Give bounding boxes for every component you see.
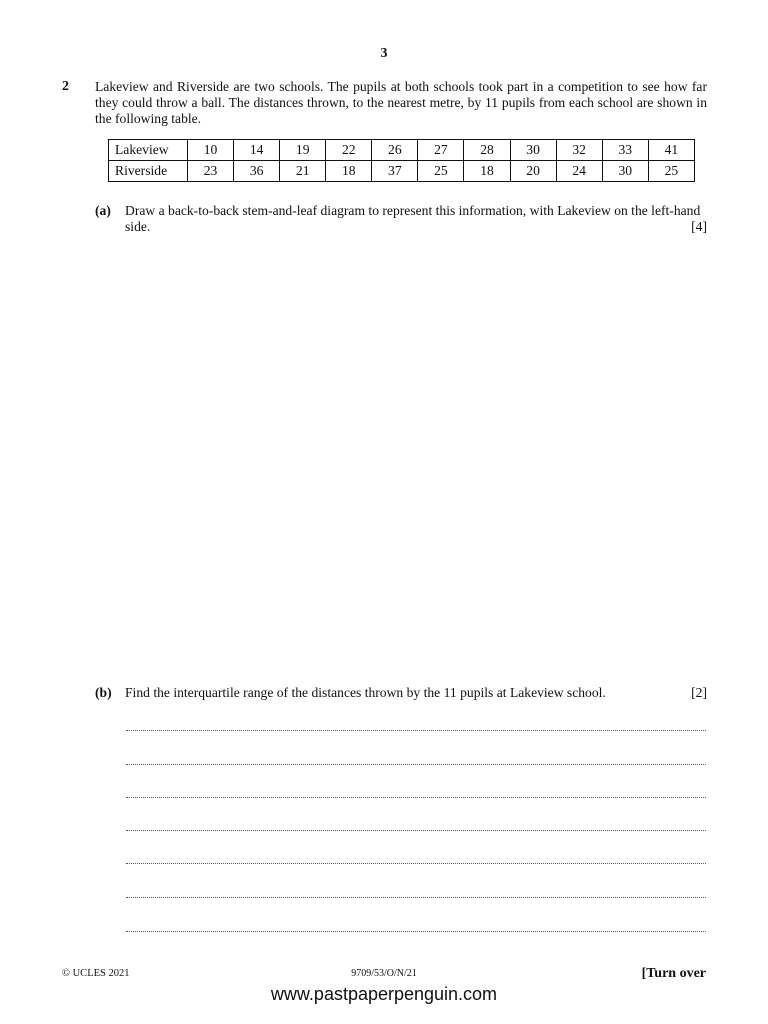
answer-line[interactable]: [126, 797, 706, 798]
answer-line[interactable]: [126, 931, 706, 932]
table-cell: 28: [464, 140, 510, 161]
table-cell: 36: [234, 161, 280, 182]
row-label: Riverside: [109, 161, 188, 182]
table-cell: 33: [602, 140, 648, 161]
table-cell: 37: [372, 161, 418, 182]
part-a-marks: [4]: [691, 219, 707, 234]
table-cell: 41: [648, 140, 694, 161]
answer-line[interactable]: [126, 730, 706, 731]
table-cell: 14: [234, 140, 280, 161]
question-number: 2: [62, 79, 69, 94]
table-cell: 27: [418, 140, 464, 161]
table-cell: 26: [372, 140, 418, 161]
page-number: 3: [380, 46, 388, 61]
part-a-question: [125, 203, 707, 235]
table-cell: 30: [510, 140, 556, 161]
table-row-lakeview: [109, 140, 695, 161]
watermark-url: www.pastpaperpenguin.com: [270, 984, 498, 1004]
answer-line[interactable]: [126, 897, 706, 898]
table-cell: 23: [188, 161, 234, 182]
table-cell: 32: [556, 140, 602, 161]
answer-line[interactable]: [126, 830, 706, 831]
part-b-question: [125, 685, 707, 701]
table-cell: 20: [510, 161, 556, 182]
footer-turn-over: [Turn over: [641, 966, 706, 981]
distance-table: [108, 139, 695, 182]
table-cell: 19: [280, 140, 326, 161]
table-cell: 25: [648, 161, 694, 182]
table-cell: 25: [418, 161, 464, 182]
table-cell: 18: [464, 161, 510, 182]
answer-line[interactable]: [126, 764, 706, 765]
answer-line[interactable]: [126, 863, 706, 864]
question-intro: Lakeview and Riverside are two schools. The pupils at both schools took part in a competition to see how far they could throw a ball. The distances thrown, to the nearest metre, by 11 pupils from each school are shown in the following table.: [95, 79, 707, 126]
table-cell: 30: [602, 161, 648, 182]
table-cell: 18: [326, 161, 372, 182]
footer-copyright: © UCLES 2021: [62, 968, 130, 979]
part-a-answer-space[interactable]: [95, 240, 707, 670]
part-b-marks: [2]: [691, 685, 707, 700]
row-label: Lakeview: [109, 140, 188, 161]
table-cell: 24: [556, 161, 602, 182]
table-cell: 10: [188, 140, 234, 161]
footer-paper-code: 9709/53/O/N/21: [351, 968, 417, 979]
part-a-text: Draw a back-to-back stem-and-leaf diagram to represent this information, with Lakeview on the left-hand side.: [125, 203, 701, 234]
part-b-text: Find the interquartile range of the distances thrown by the 11 pupils at Lakeview school.: [125, 685, 606, 700]
table-row-riverside: [109, 161, 695, 182]
part-a-label: (a): [95, 203, 111, 218]
table-cell: 21: [280, 161, 326, 182]
part-b-label: (b): [95, 685, 112, 700]
table-cell: 22: [326, 140, 372, 161]
